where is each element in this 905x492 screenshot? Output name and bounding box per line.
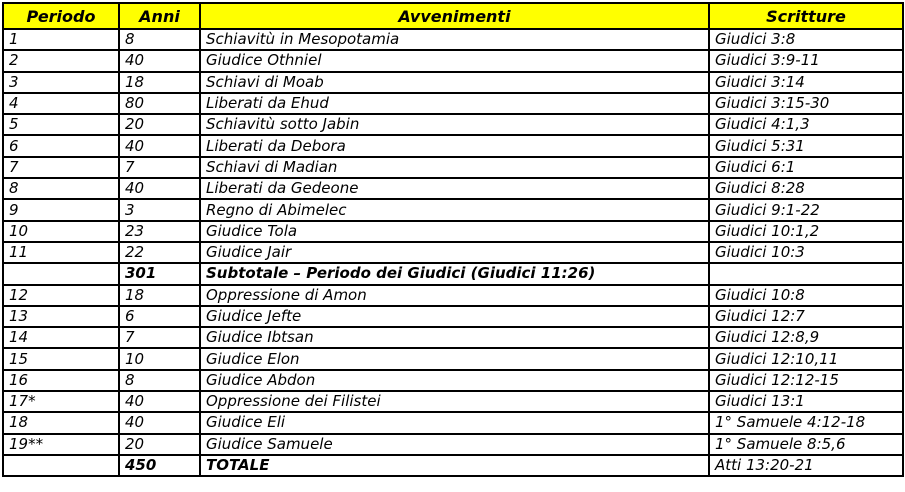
- header-avvenimenti: Avvenimenti: [200, 3, 709, 29]
- table-row: [3, 242, 903, 263]
- table-row: [3, 412, 903, 433]
- cell-scrittura: Giudici 3:15-30: [709, 93, 903, 114]
- cell-avvenimento: Giudice Eli: [200, 412, 709, 433]
- table-row: [3, 29, 903, 50]
- cell-periodo: 13: [3, 306, 119, 327]
- header-row: [3, 3, 903, 29]
- cell-avvenimento: Liberati da Debora: [200, 135, 709, 156]
- cell-scrittura: Giudici 3:14: [709, 72, 903, 93]
- header-anni: Anni: [119, 3, 200, 29]
- cell-scrittura: Giudici 10:3: [709, 242, 903, 263]
- cell-periodo: 9: [3, 199, 119, 220]
- table-row: [3, 370, 903, 391]
- table-row: [3, 178, 903, 199]
- cell-scrittura: Giudici 3:8: [709, 29, 903, 50]
- cell-anni: 3: [119, 199, 200, 220]
- cell-anni: 7: [119, 157, 200, 178]
- cell-periodo: 4: [3, 93, 119, 114]
- table-row: [3, 391, 903, 412]
- cell-scrittura: 1° Samuele 4:12-18: [709, 412, 903, 433]
- cell-periodo: 18: [3, 412, 119, 433]
- cell-avvenimento: Subtotale – Periodo dei Giudici (Giudici 11:26): [200, 263, 709, 284]
- cell-avvenimento: Schiavitù in Mesopotamia: [200, 29, 709, 50]
- cell-anni: 23: [119, 221, 200, 242]
- table-row: [3, 199, 903, 220]
- table-row: [3, 93, 903, 114]
- cell-avvenimento: Liberati da Ehud: [200, 93, 709, 114]
- cell-scrittura: Giudici 10:1,2: [709, 221, 903, 242]
- total-row: [3, 455, 903, 476]
- cell-scrittura: Giudici 4:1,3: [709, 114, 903, 135]
- cell-anni: 18: [119, 285, 200, 306]
- cell-periodo: 16: [3, 370, 119, 391]
- header-periodo: Periodo: [3, 3, 119, 29]
- table-row: [3, 434, 903, 455]
- cell-scrittura: Giudici 10:8: [709, 285, 903, 306]
- cell-avvenimento: Giudice Abdon: [200, 370, 709, 391]
- table-row: [3, 285, 903, 306]
- cell-anni: 40: [119, 412, 200, 433]
- cell-anni: 6: [119, 306, 200, 327]
- cell-periodo: 6: [3, 135, 119, 156]
- cell-anni: 40: [119, 135, 200, 156]
- cell-avvenimento: TOTALE: [200, 455, 709, 476]
- table-row: [3, 135, 903, 156]
- cell-avvenimento: Oppressione di Amon: [200, 285, 709, 306]
- cell-scrittura: Atti 13:20-21: [709, 455, 903, 476]
- cell-scrittura: [709, 263, 903, 284]
- cell-anni: 20: [119, 114, 200, 135]
- cell-avvenimento: Schiavi di Moab: [200, 72, 709, 93]
- cell-anni: 8: [119, 29, 200, 50]
- cell-anni: 450: [119, 455, 200, 476]
- cell-periodo: 3: [3, 72, 119, 93]
- table-row: [3, 50, 903, 71]
- table-row: [3, 72, 903, 93]
- cell-periodo: 19**: [3, 434, 119, 455]
- cell-scrittura: Giudici 5:31: [709, 135, 903, 156]
- cell-anni: 20: [119, 434, 200, 455]
- cell-scrittura: Giudici 6:1: [709, 157, 903, 178]
- cell-avvenimento: Oppressione dei Filistei: [200, 391, 709, 412]
- cell-scrittura: Giudici 12:7: [709, 306, 903, 327]
- cell-scrittura: Giudici 8:28: [709, 178, 903, 199]
- cell-avvenimento: Giudice Jefte: [200, 306, 709, 327]
- cell-periodo: 15: [3, 348, 119, 369]
- cell-scrittura: Giudici 13:1: [709, 391, 903, 412]
- cell-avvenimento: Giudice Samuele: [200, 434, 709, 455]
- cell-anni: 80: [119, 93, 200, 114]
- cell-avvenimento: Schiavitù sotto Jabin: [200, 114, 709, 135]
- table-row: [3, 157, 903, 178]
- cell-scrittura: 1° Samuele 8:5,6: [709, 434, 903, 455]
- cell-periodo: 1: [3, 29, 119, 50]
- cell-anni: 18: [119, 72, 200, 93]
- cell-avvenimento: Schiavi di Madian: [200, 157, 709, 178]
- cell-anni: 22: [119, 242, 200, 263]
- cell-avvenimento: Regno di Abimelec: [200, 199, 709, 220]
- cell-periodo: 2: [3, 50, 119, 71]
- cell-avvenimento: Liberati da Gedeone: [200, 178, 709, 199]
- cell-avvenimento: Giudice Tola: [200, 221, 709, 242]
- table-row: [3, 348, 903, 369]
- cell-periodo: 11: [3, 242, 119, 263]
- cell-scrittura: Giudici 9:1-22: [709, 199, 903, 220]
- header-scritture: Scritture: [709, 3, 903, 29]
- table-row: [3, 327, 903, 348]
- cell-scrittura: Giudici 12:10,11: [709, 348, 903, 369]
- cell-periodo: [3, 455, 119, 476]
- cell-periodo: 12: [3, 285, 119, 306]
- table-row: [3, 221, 903, 242]
- judges-periods-table: [2, 2, 904, 477]
- cell-scrittura: Giudici 3:9-11: [709, 50, 903, 71]
- cell-avvenimento: Giudice Ibtsan: [200, 327, 709, 348]
- cell-periodo: 8: [3, 178, 119, 199]
- cell-periodo: 5: [3, 114, 119, 135]
- table-row: [3, 306, 903, 327]
- cell-periodo: 14: [3, 327, 119, 348]
- cell-periodo: [3, 263, 119, 284]
- cell-avvenimento: Giudice Othniel: [200, 50, 709, 71]
- cell-anni: 40: [119, 178, 200, 199]
- cell-periodo: 17*: [3, 391, 119, 412]
- cell-anni: 301: [119, 263, 200, 284]
- cell-avvenimento: Giudice Elon: [200, 348, 709, 369]
- cell-anni: 40: [119, 50, 200, 71]
- cell-anni: 8: [119, 370, 200, 391]
- cell-anni: 40: [119, 391, 200, 412]
- cell-anni: 7: [119, 327, 200, 348]
- cell-periodo: 7: [3, 157, 119, 178]
- cell-avvenimento: Giudice Jair: [200, 242, 709, 263]
- cell-periodo: 10: [3, 221, 119, 242]
- cell-anni: 10: [119, 348, 200, 369]
- table-row: [3, 114, 903, 135]
- cell-scrittura: Giudici 12:12-15: [709, 370, 903, 391]
- cell-scrittura: Giudici 12:8,9: [709, 327, 903, 348]
- subtotal-row: [3, 263, 903, 284]
